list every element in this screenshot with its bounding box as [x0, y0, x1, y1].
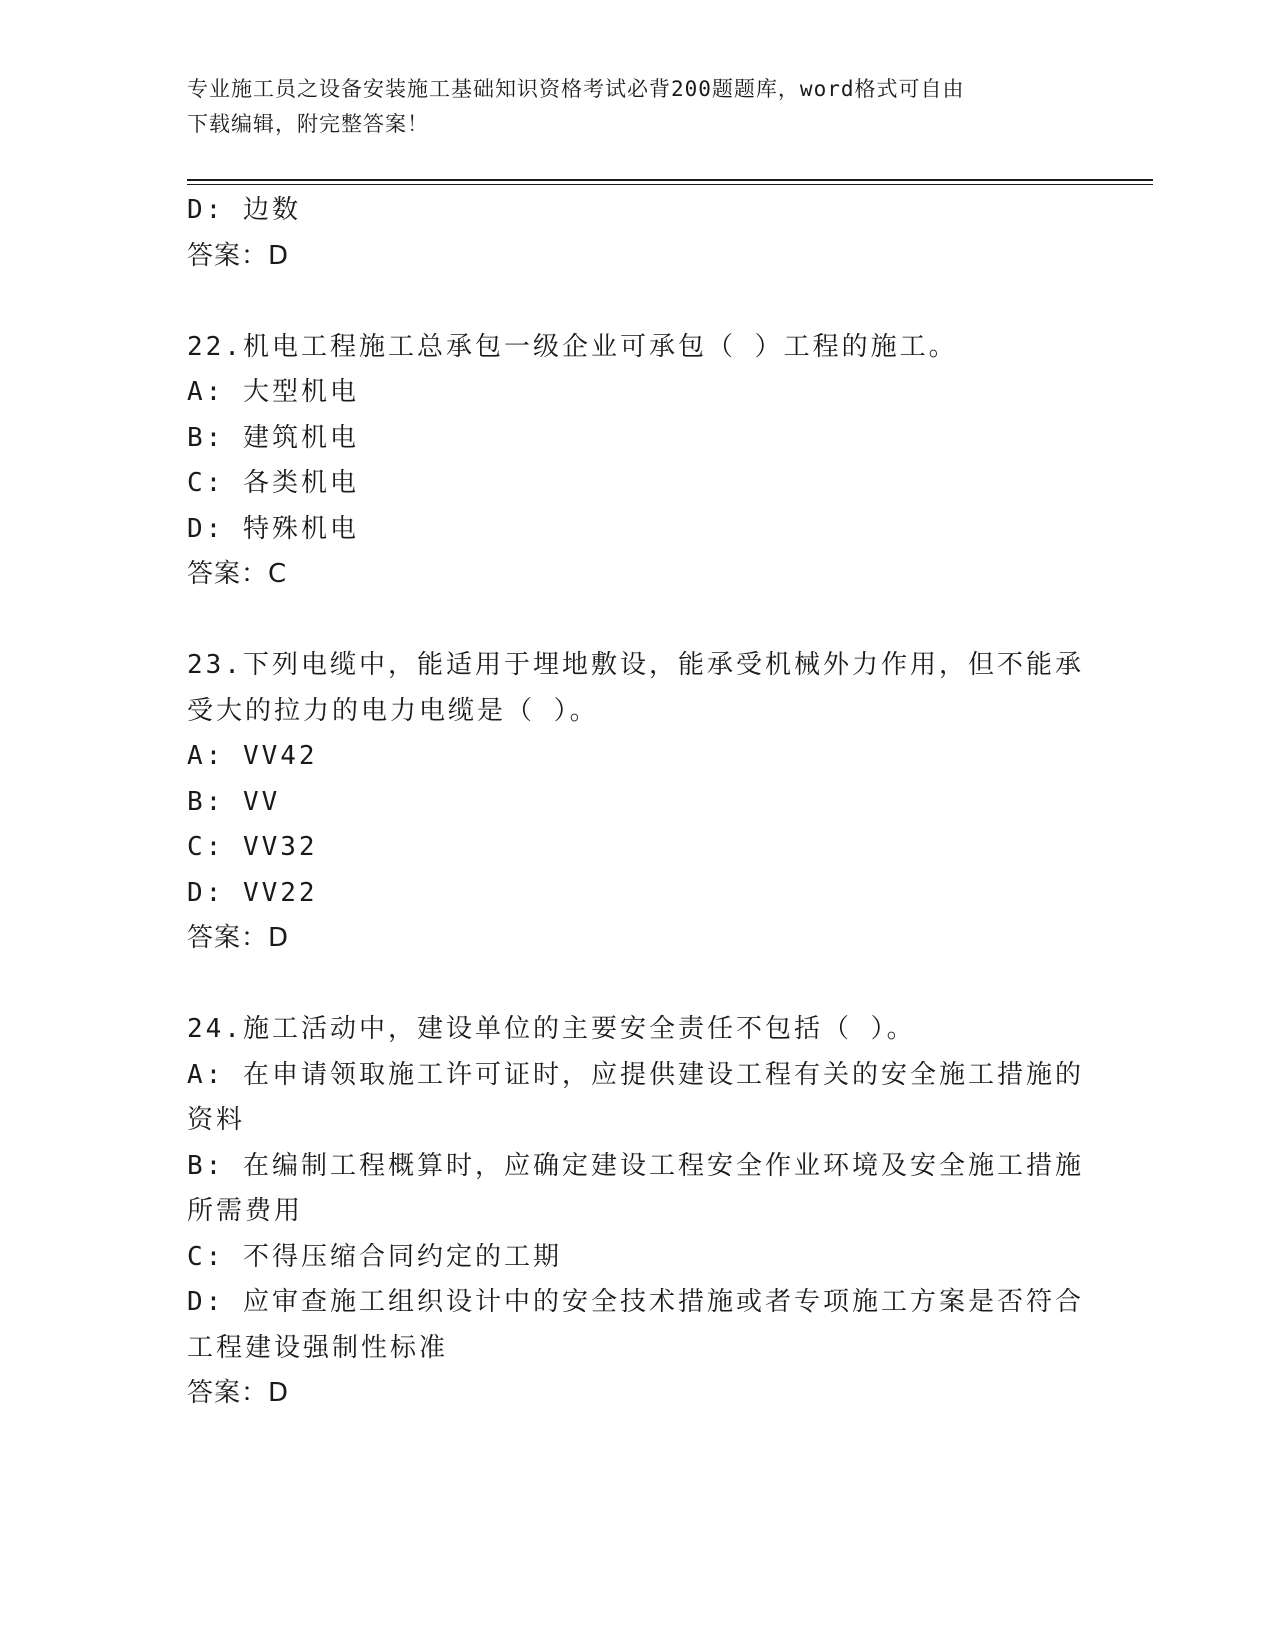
q24-question: 24.施工活动中，建设单位的主要安全责任不包括（ ）。: [187, 1014, 916, 1044]
q23-option-a: A: VV42: [187, 741, 318, 771]
q22-option-d: D: 特殊机电: [187, 513, 359, 544]
q24-option-a-line-2: 资料: [187, 1105, 246, 1135]
header-rule-thin: [187, 184, 1153, 185]
q24-option-b-line-2: 所需费用: [187, 1196, 304, 1226]
q22-option-a: A: 大型机电: [187, 377, 359, 407]
q23-option-b: B: VV: [187, 786, 281, 817]
q24-option-b-line-1: B: 在编制工程概算时，应确定建设工程安全作业环境及安全施工措施: [187, 1150, 1084, 1181]
q22-question: 22.机电工程施工总承包一级企业可承包（ ）工程的施工。: [187, 331, 958, 362]
q22-option-b: B: 建筑机电: [187, 422, 359, 453]
header-title-line-2: 下载编辑，附完整答案！: [187, 112, 429, 136]
q23-question-line-2: 受大的拉力的电力电缆是（ ）。: [187, 695, 599, 726]
q24-option-d-line-2: 工程建设强制性标准: [187, 1332, 449, 1363]
q24-option-a-line-1: A: 在申请领取施工许可证时，应提供建设工程有关的安全施工措施的: [187, 1059, 1084, 1090]
q21-option-d: D: 边数: [187, 195, 301, 225]
spacer: [187, 598, 1087, 644]
header-title-line-1: 专业施工员之设备安装施工基础知识资格考试必背200题题库，word格式可自由: [187, 77, 965, 101]
q23-option-d: D: VV22: [187, 877, 318, 908]
q23-question-line-1: 23.下列电缆中，能适用于埋地敷设，能承受机械外力作用，但不能承: [187, 650, 1084, 680]
header-rule-thick: [187, 179, 1153, 181]
q23-option-c: C: VV32: [187, 832, 318, 862]
q24-option-d-line-1: D: 应审查施工组织设计中的安全技术措施或者专项施工方案是否符合: [187, 1287, 1084, 1317]
q22-option-c: C: 各类机电: [187, 468, 359, 498]
q24-option-c: C: 不得压缩合同约定的工期: [187, 1241, 562, 1272]
q21-answer: 答案：D: [187, 240, 290, 271]
q24-answer: 答案：D: [187, 1378, 290, 1408]
q23-answer: 答案：D: [187, 923, 290, 953]
document-body: [187, 188, 1087, 1417]
spacer: [187, 279, 1087, 325]
document-header: [187, 72, 1067, 142]
q22-answer: 答案：C: [187, 559, 288, 589]
spacer: [187, 962, 1087, 1008]
